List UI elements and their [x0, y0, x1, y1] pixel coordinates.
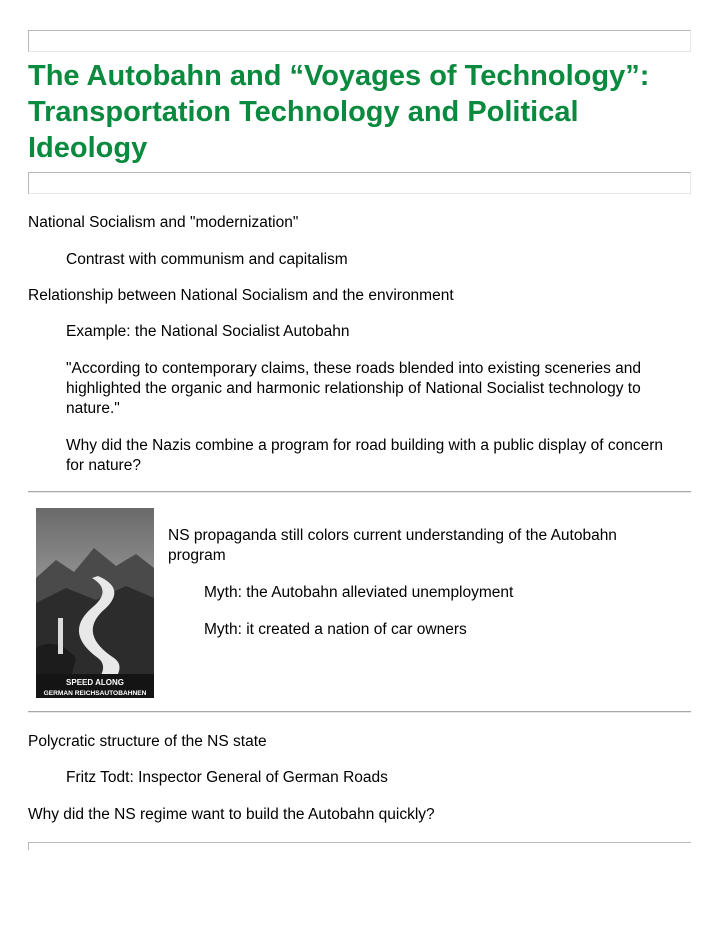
- title-divider-bar: [28, 172, 691, 194]
- myth-car-owners: Myth: it created a nation of car owners: [204, 621, 467, 638]
- myth-unemployment: Myth: the Autobahn alleviated unemployment: [204, 584, 514, 601]
- outline-subitem-example: Example: the National Socialist Autobahn: [66, 323, 350, 340]
- outline-item-environment: Relationship between National Socialism and the environment: [28, 287, 454, 304]
- page-title: The Autobahn and “Voyages of Technology”: Transportation Technology and Political Ideology: [28, 60, 650, 164]
- poster-caption-1: SPEED ALONG: [66, 678, 124, 687]
- outline-item-polycratic: Polycratic structure of the NS state: [28, 733, 267, 750]
- outline-subitem-contrast: Contrast with communism and capitalism: [66, 251, 348, 268]
- poster-caption-2: GERMAN REICHSAUTOBAHNEN: [43, 690, 147, 697]
- quote-text: "According to contemporary claims, these roads blended into existing sceneries and highlighted the organic and harmonic relationship of National Socialist technology to nature.": [66, 360, 642, 417]
- outline-item-build-quickly: Why did the NS regime want to build the Autobahn quickly?: [28, 806, 435, 823]
- question-text: Why did the Nazis combine a program for road building with a public display of concern for nature?: [66, 437, 664, 474]
- section-divider: [28, 491, 691, 493]
- header-bar: [28, 30, 691, 52]
- outline-subitem-todt: Fritz Todt: Inspector General of German Roads: [66, 769, 388, 786]
- section-divider: [28, 711, 691, 713]
- propaganda-text: NS propaganda still colors current understanding of the Autobahn program: [168, 527, 617, 564]
- footer-bar: [28, 842, 691, 850]
- autobahn-poster-image: [36, 508, 154, 698]
- outline-item-modernization: National Socialism and "modernization": [28, 214, 299, 231]
